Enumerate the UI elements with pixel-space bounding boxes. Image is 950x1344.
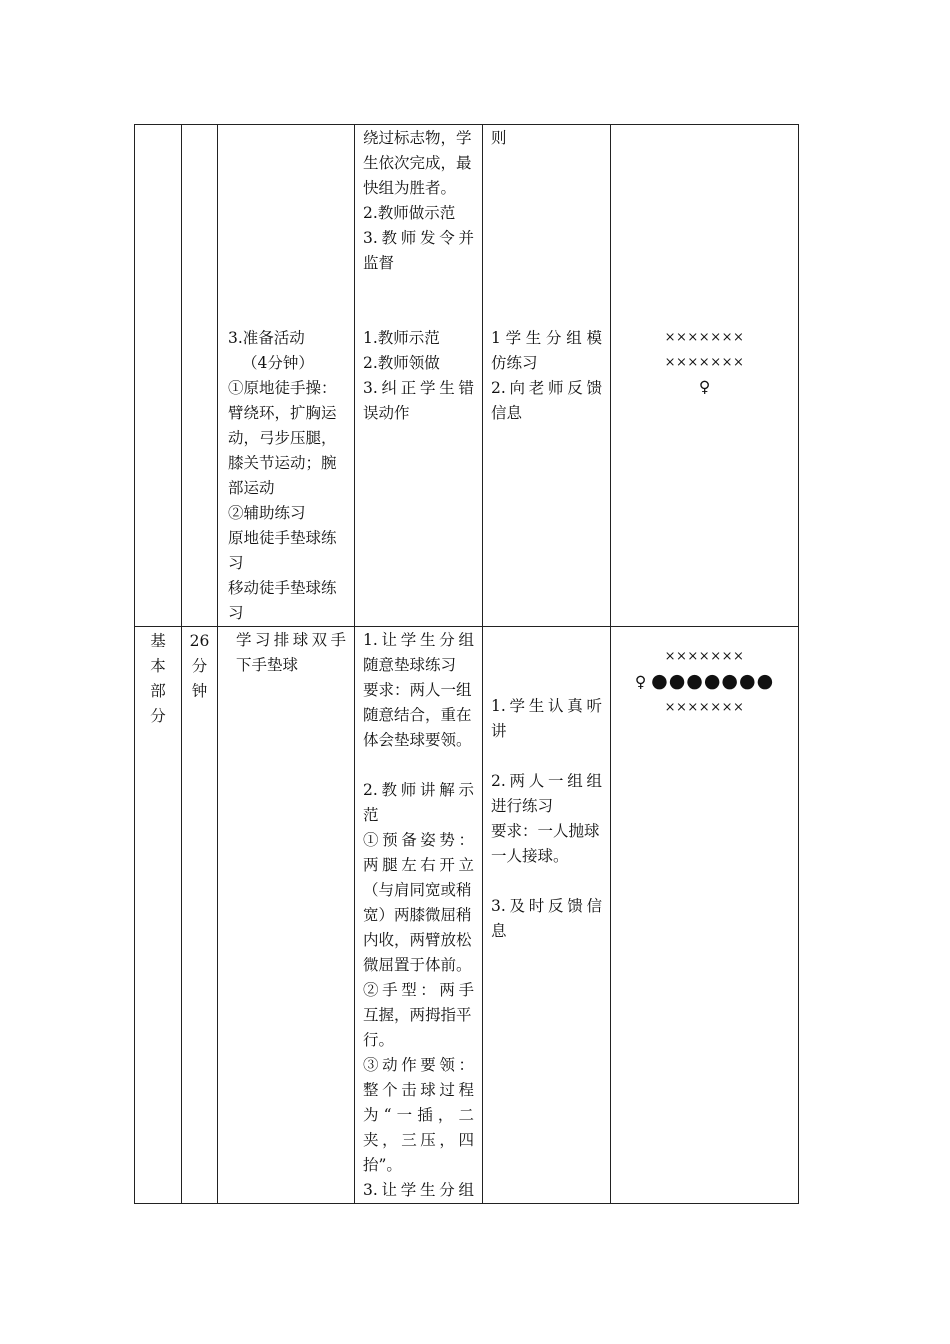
teacher-symbol-icon: ♀ (698, 378, 711, 396)
student-row-marks: ××××××× (664, 330, 745, 345)
teacher-line: 随意垫球练习 (363, 656, 457, 674)
teacher-line: 整个击球过程 (363, 1081, 474, 1099)
lesson-plan-table (134, 124, 799, 1204)
teacher-line: 3.纠正学生错 (363, 379, 474, 397)
teacher-symbol-icon: ♀ (634, 673, 647, 691)
part-label-char: 部 (150, 682, 166, 700)
student-line: 信息 (491, 404, 523, 422)
teacher-line: ②手型：两手 (363, 981, 474, 999)
time-value: 26 (189, 632, 210, 650)
student-line: 讲 (491, 722, 507, 740)
teacher-line: 两腿左右开立 (363, 856, 474, 874)
teacher-line: 抬”。 (363, 1156, 402, 1174)
teacher-line: 体会垫球要领。 (363, 731, 472, 749)
teacher-line: 范 (363, 806, 379, 824)
content-line: ①原地徒手操： (228, 379, 337, 397)
teacher-line: 互握，两拇指平 (363, 1006, 472, 1024)
teacher-line: 微屈置于体前。 (363, 956, 472, 974)
student-line: 一人接球。 (491, 847, 569, 865)
student-activity-cell (483, 627, 611, 1204)
content-line: 臂绕环，扩胸运 (228, 404, 337, 422)
teacher-line: 2.教师领做 (363, 354, 440, 372)
content-line: ②辅助练习 (228, 504, 306, 522)
part-label-cell (135, 627, 182, 1204)
teacher-line: 3.教师发令并 (363, 229, 474, 247)
teacher-activity-cell (355, 627, 483, 1204)
table-row-basic-part (135, 627, 799, 1204)
warmup-duration: （4分钟） (242, 354, 314, 372)
spacer (491, 869, 602, 894)
teacher-line: 绕过标志物，学 (363, 129, 472, 147)
teacher-line: 为“一插，二 (363, 1106, 474, 1124)
spacer (491, 744, 602, 769)
teacher-line: 2.教师讲解示 (363, 781, 474, 799)
student-line: 要求：一人抛球 (491, 822, 600, 840)
part-label-char: 本 (150, 657, 166, 675)
student-line: 仿练习 (491, 354, 538, 372)
teacher-line: 2.教师做示范 (363, 204, 456, 222)
student-line: 3.及时反馈信 (491, 897, 602, 915)
teacher-line: 内收，两臂放松 (363, 931, 472, 949)
teacher-line: 要求：两人一组 (363, 681, 472, 699)
part-label-char: 基 (150, 632, 166, 650)
content-line: 膝关节运动；腕 (228, 454, 337, 472)
content-line: 原地徒手垫球练 (228, 529, 337, 547)
content-line: 习 (228, 604, 244, 622)
teacher-line: 快组为胜者。 (363, 179, 457, 197)
student-line: 2.两人一组组 (491, 772, 602, 790)
student-row-marks: ××××××× (664, 649, 745, 664)
part-label-char: 分 (150, 707, 166, 725)
teacher-activity-cell (355, 125, 483, 627)
teacher-line: 生依次完成，最 (363, 154, 472, 172)
spacer (363, 753, 474, 778)
teacher-line: 3.让学生分组 (363, 1181, 474, 1199)
content-line: 下手垫球 (236, 656, 299, 674)
time-unit-char: 分 (191, 657, 208, 675)
content-line: 学习排球双手 (236, 631, 346, 649)
student-line: 息 (491, 922, 507, 940)
teacher-line: 行。 (363, 1031, 395, 1049)
teacher-line: 宽）两膝微屈稍 (363, 906, 472, 924)
time-unit-char: 钟 (191, 682, 208, 700)
teacher-line: ①预备姿势： (363, 831, 474, 849)
teacher-line: ③动作要领： (363, 1056, 474, 1074)
student-line: 2.向老师反馈 (491, 379, 602, 397)
table-row-warmup (135, 125, 799, 627)
formation-middle-row (611, 669, 798, 695)
teacher-line: 随意结合，重在 (363, 706, 472, 724)
time-cell-empty (182, 125, 218, 627)
formation-cell-warmup (611, 125, 799, 627)
content-cell-warmup (218, 125, 355, 627)
formation-cell-basic (611, 627, 799, 1204)
content-line: 动，弓步压腿， (228, 429, 337, 447)
teacher-line: （与肩同宽或稍 (363, 881, 472, 899)
warmup-title: 3.准备活动 (228, 329, 305, 347)
content-line: 习 (228, 554, 244, 572)
teacher-line: 误动作 (363, 404, 410, 422)
teacher-line: 监督 (363, 254, 395, 272)
student-line: 则 (491, 129, 507, 147)
student-row-marks: ××××××× (664, 700, 745, 715)
time-label-cell (182, 627, 218, 1204)
part-cell-empty (135, 125, 182, 627)
content-cell-basic (218, 627, 355, 1204)
student-row-marks: ××××××× (664, 355, 745, 370)
student-line: 1.学生认真听 (491, 697, 602, 715)
teacher-line: 1.教师示范 (363, 329, 440, 347)
content-line: 移动徒手垫球练 (228, 579, 337, 597)
student-line: 1学生分组模 (491, 329, 602, 347)
teacher-line: 夹，三压，四 (363, 1131, 474, 1149)
content-line: 部运动 (228, 479, 275, 497)
teacher-line: 1.让学生分组 (363, 631, 474, 649)
ball-dots: ●●●●●●● (651, 670, 775, 692)
student-activity-cell (483, 125, 611, 627)
student-line: 进行练习 (491, 797, 554, 815)
